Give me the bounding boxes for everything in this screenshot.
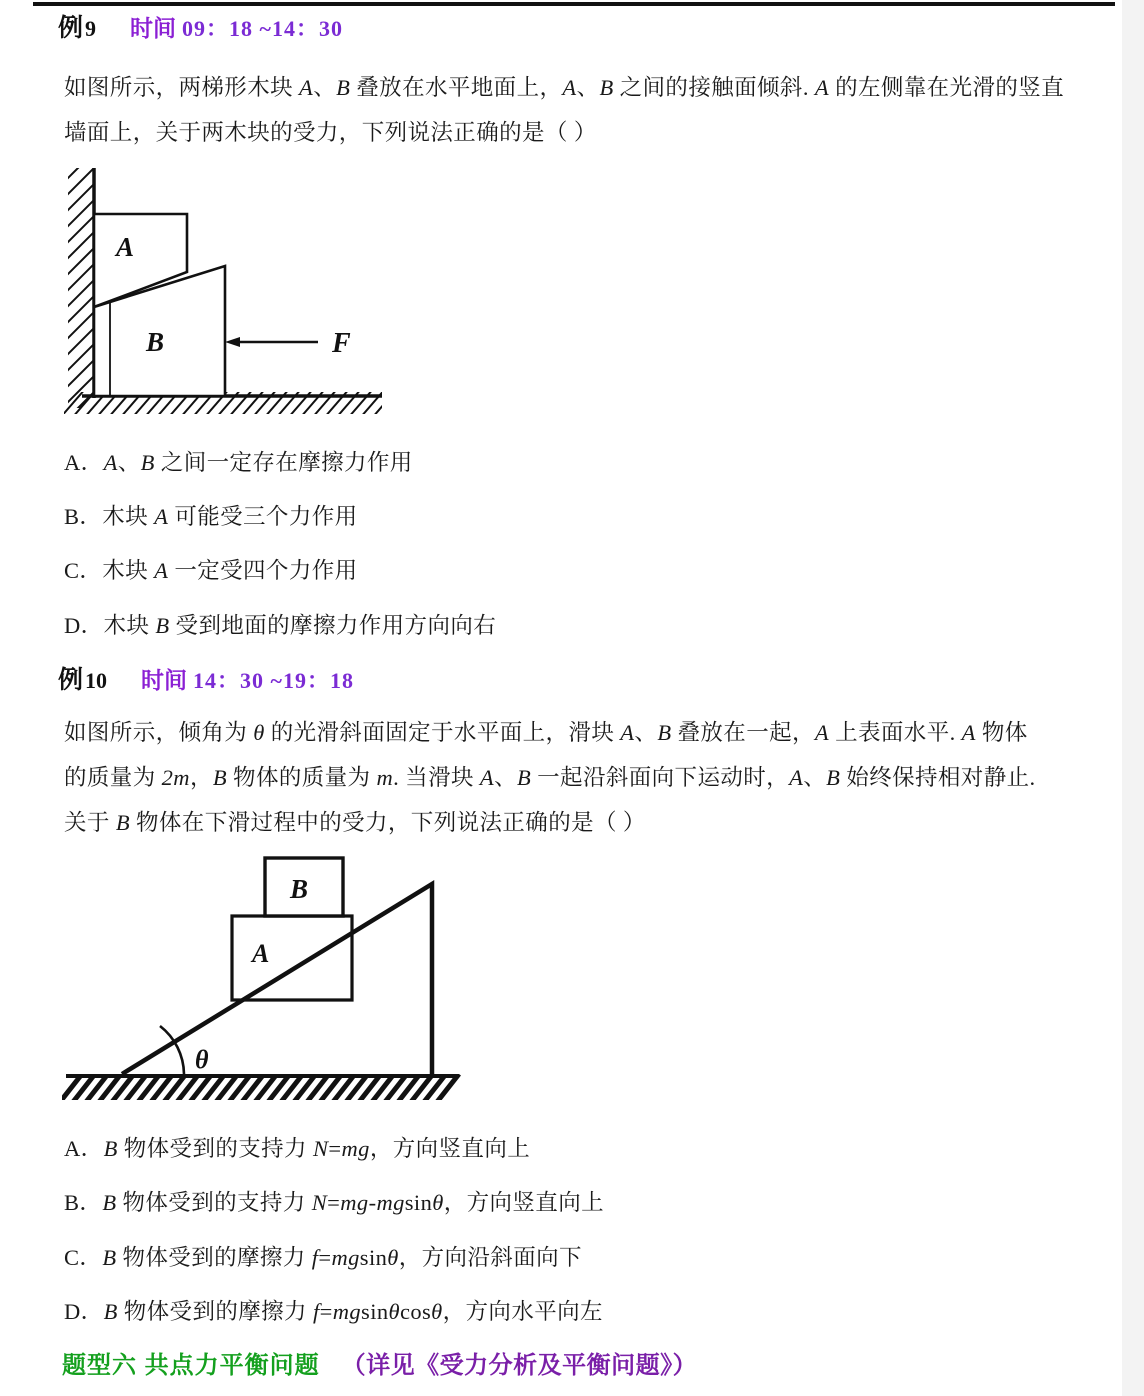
block-b-label: B (146, 327, 165, 357)
block-a-label-2: A (252, 939, 270, 968)
example-9-header (58, 8, 343, 44)
example-9-option-a: A．A、B 之间一定存在摩擦力作用 (64, 450, 413, 475)
figure-wedge-blocks-against-wall (60, 160, 420, 430)
example-10-option-d: D．B 物体受到的摩擦力 f=mgsinθcosθ，方向水平向左 (64, 1299, 603, 1324)
figure-inclined-plane-stacked-blocks (60, 840, 480, 1110)
example-10-question-line-1: 如图所示，倾角为 θ 的光滑斜面固定于水平面上，滑块 A、B 叠放在一起，A 上表面水平. A 物体 (64, 720, 1028, 745)
angle-label-theta: θ (195, 1045, 209, 1074)
example-9-option-c: C．木块 A 一定受四个力作用 (64, 558, 358, 583)
page-right-margin (1122, 0, 1144, 1396)
example-9-question-line-2: 墙面上，关于两木块的受力，下列说法正确的是（ ） (64, 120, 597, 145)
example-10-option-c: C．B 物体受到的摩擦力 f=mgsinθ，方向沿斜面向下 (64, 1245, 582, 1270)
ground-hatching-2 (60, 1074, 459, 1102)
example-9-time-value: 09：18 ~14：30 (182, 16, 343, 41)
example-9-option-b: B．木块 A 可能受三个力作用 (64, 504, 358, 529)
example-10-option-b: B．B 物体受到的支持力 N=mg-mgsinθ，方向竖直向上 (64, 1190, 605, 1215)
example-9-option-d: D．木块 B 受到地面的摩擦力作用方向向右 (64, 613, 497, 638)
example-9-number: 9 (85, 16, 97, 41)
footer-section-heading (62, 1345, 697, 1380)
example-10-option-a: A．B 物体受到的支持力 N=mg，方向竖直向上 (64, 1136, 531, 1161)
example-9-label: 例 (58, 15, 84, 42)
example-10-time-value: 14：30 ~19：18 (193, 668, 354, 693)
example-10-question-line-3: 关于 B 物体在下滑过程中的受力，下列说法正确的是（ ） (64, 810, 646, 835)
example-10-question-line-2: 的质量为 2m，B 物体的质量为 m. 当滑块 A、B 一起沿斜面向下运动时，A、B 始终保持相对静止. (64, 765, 1036, 790)
force-label-f: F (332, 328, 351, 359)
block-b-label-2: B (290, 874, 309, 904)
example-9-time-label: 时间 (130, 15, 177, 41)
footer-purple-text: （详见《受力分析及平衡问题》） (341, 1352, 698, 1379)
example-10-label: 例 (58, 667, 84, 694)
top-horizontal-rule (33, 2, 1115, 6)
example-10-header (58, 660, 354, 696)
block-a-label: A (116, 232, 135, 262)
example-10-time-label: 时间 (141, 667, 188, 693)
example-10-number: 10 (85, 668, 108, 693)
force-arrow-f (225, 337, 318, 347)
example-9-question-line-1: 如图所示，两梯形木块 A、B 叠放在水平地面上，A、B 之间的接触面倾斜. A 的左侧靠在光滑的竖直 (64, 75, 1065, 100)
footer-green-text: 题型六 共点力平衡问题 (62, 1352, 320, 1379)
block-a-shape-2 (232, 916, 352, 1000)
